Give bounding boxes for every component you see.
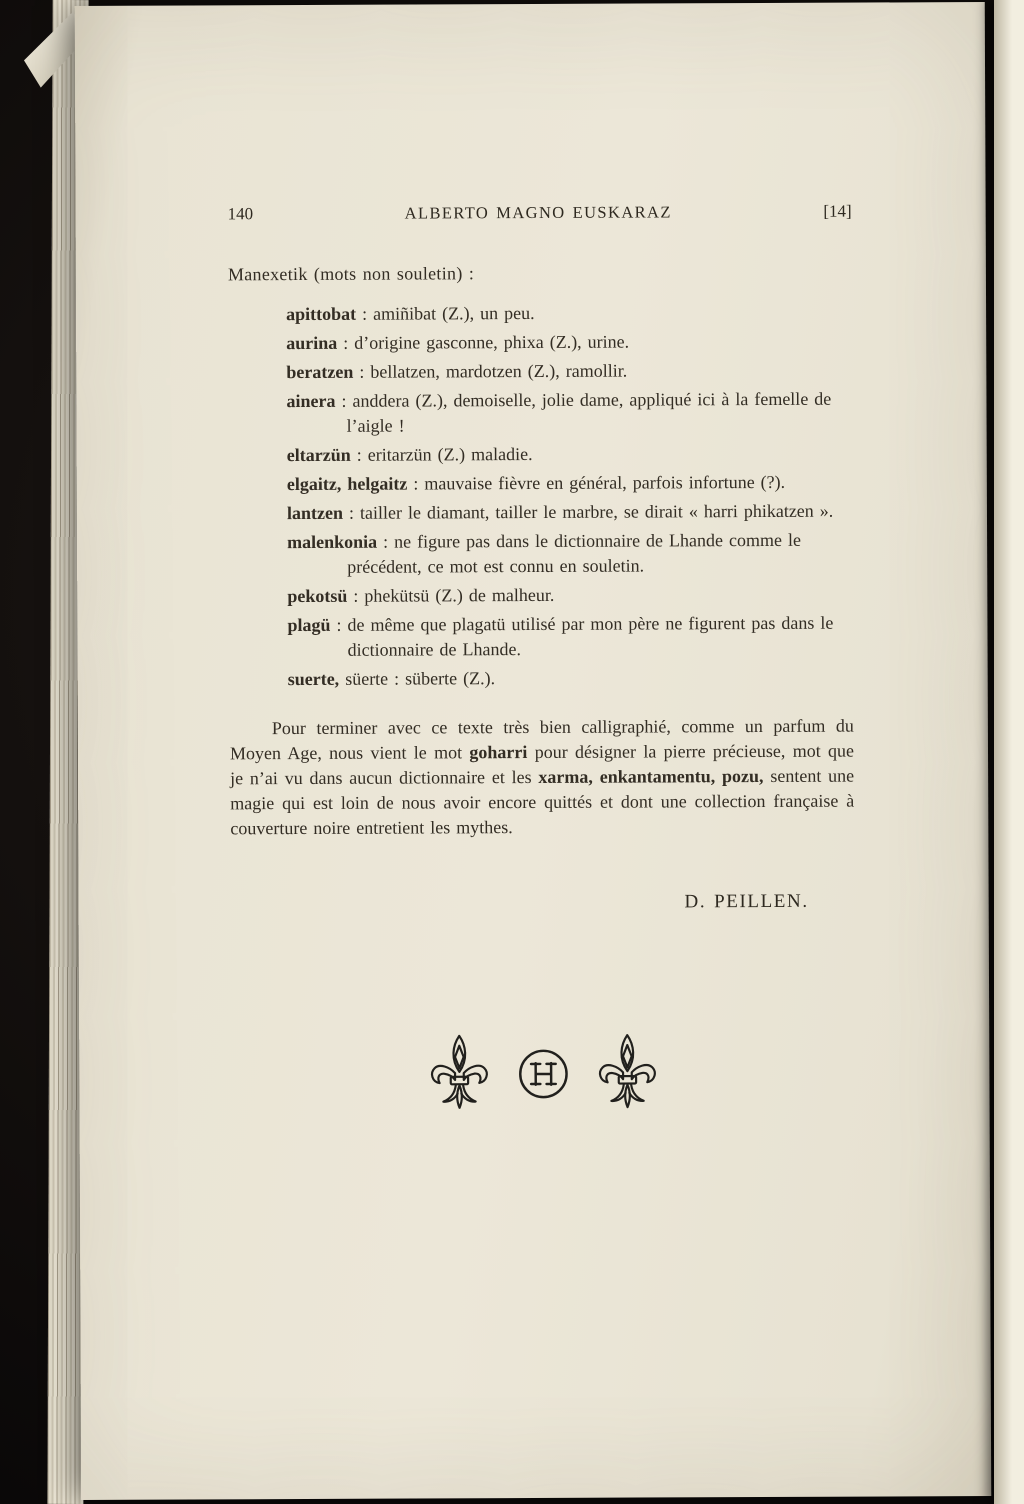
- glossary-entry: [287, 611, 853, 663]
- entry-term: beratzen: [286, 361, 354, 383]
- author-signature: D. PEILLEN.: [684, 890, 809, 913]
- entry-definition: : de même que plagatü utilisé par mon père ne figurent pas dans le dictionnaire de Lhande.: [330, 612, 834, 660]
- glossary-list: [228, 300, 854, 693]
- entry-definition: süerte : süberte (Z.).: [339, 668, 496, 689]
- entry-definition: : d’origine gasconne, phixa (Z.), urine.: [337, 331, 630, 353]
- entry-definition: : phekütsü (Z.) de malheur.: [347, 584, 555, 606]
- glossary-entry: [287, 582, 853, 609]
- glossary-entry: [287, 528, 853, 580]
- entry-term: aurina: [286, 332, 338, 354]
- entry-definition: : anddera (Z.), demoiselle, jolie dame, appliqué ici à la femelle de l’aigle !: [335, 388, 832, 436]
- entry-term: plagü: [287, 614, 331, 636]
- entry-term: suerte,: [287, 668, 340, 690]
- entry-term: pekotsü: [287, 585, 348, 607]
- text-column: [228, 199, 856, 1117]
- adjacent-page-edge: [994, 0, 1024, 1504]
- entry-definition: : bellatzen, mardotzen (Z.), ramollir.: [353, 360, 628, 382]
- page-header: [228, 199, 852, 227]
- fleur-de-lis-icon: [428, 1033, 490, 1115]
- entry-term: lantzen: [286, 502, 344, 524]
- entry-term: malenkonia: [287, 531, 378, 553]
- closing-text-segment: sentent une magie qui est loin de nous avoir encore quittés et dont une collection française à couverture noire entretient les mythes.: [230, 765, 855, 839]
- closing-text-segment: pour désigner la pierre précieuse, mot que je n’ai vu dans aucun dictionnaire et les: [230, 740, 855, 789]
- page-number: 140: [227, 204, 254, 224]
- closing-bold-segment: xarma, enkantamentu, pozu,: [538, 765, 764, 787]
- entry-definition: : mauvaise fièvre en général, parfois infortune (?).: [407, 471, 786, 494]
- entry-term: ainera: [286, 390, 336, 412]
- entry-definition: : amiñibat (Z.), un peu.: [356, 302, 535, 324]
- running-title: ALBERTO MAGNO EUSKARAZ: [404, 202, 672, 223]
- section-intro: Manexetik (mots non souletin) :: [227, 263, 475, 285]
- closing-text-segment: Pour terminer avec ce texte très bien calligraphié, comme un parfum du Moyen Age, nous vient le mot: [229, 715, 854, 764]
- entry-definition: : ne figure pas dans le dictionnaire de Lhande comme le précédent, ce mot est connu en souletin.: [347, 529, 802, 577]
- closing-bold-segment: goharri: [469, 742, 528, 763]
- entry-term: apittobat: [286, 303, 357, 325]
- issue-ref: [14]: [823, 201, 852, 221]
- glossary-entry: [287, 470, 853, 497]
- ornament-row: [231, 1032, 855, 1117]
- entry-term: elgaitz, helgaitz: [286, 473, 408, 495]
- glossary-entry: [287, 499, 853, 526]
- closing-paragraph: [230, 714, 855, 842]
- printer-monogram-icon: [516, 1047, 570, 1101]
- glossary-entry: [286, 329, 852, 356]
- glossary-entry: [286, 387, 852, 439]
- glossary-entry: [287, 441, 853, 468]
- entry-term: eltarzün: [286, 444, 351, 466]
- entry-definition: : eritarzün (Z.) maladie.: [350, 443, 533, 465]
- fleur-de-lis-icon: [596, 1032, 658, 1114]
- glossary-entry: [286, 358, 852, 385]
- glossary-entry: [286, 300, 852, 327]
- glossary-entry: [288, 665, 854, 692]
- entry-definition: : tailler le diamant, tailler le marbre, se dirait « harri phikatzen ».: [342, 500, 834, 523]
- book-page: [75, 2, 992, 1500]
